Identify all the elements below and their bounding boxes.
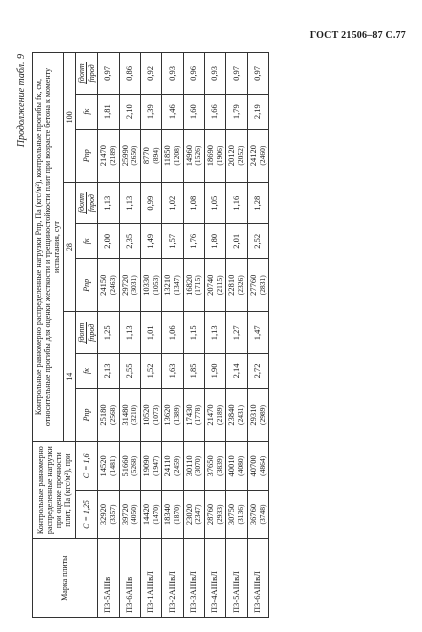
p-28-cell-value: 10330 (140, 274, 151, 296)
ratio-100-cell-value: 0,97 (230, 65, 241, 81)
load-c125-cell (226, 490, 247, 539)
ratio-14-cell-value: 1,25 (102, 325, 113, 341)
f-100-cell (140, 94, 161, 129)
ratio-numerator: fдопт (76, 193, 86, 214)
p-28-cell (98, 259, 119, 312)
f-28-cell-value: 2,52 (252, 233, 263, 249)
p-14-cell (140, 388, 161, 441)
p-28-cell-value: 20740 (205, 274, 216, 296)
f-28-cell-value: 1,49 (145, 233, 156, 249)
f-100-cell (183, 94, 204, 129)
p-14-cell-value: 17430 (183, 404, 194, 426)
load-c125-cell-kgf: (1870) (172, 504, 182, 525)
ratio-numerator: fдопт (76, 63, 86, 84)
ratio-28-cell-value: 1,16 (230, 195, 241, 211)
ratio-14-cell (98, 312, 119, 354)
p-28-cell-kgf: (2831) (257, 275, 267, 296)
load-c125-cell-kgf: (4050) (129, 504, 139, 525)
load-c125-cell-kgf: (3136) (236, 504, 246, 525)
plate-mark-cell (226, 539, 247, 618)
load-c16-cell-value: 30110 (183, 455, 194, 477)
f-14-cell (162, 354, 183, 389)
plate-mark-cell-value: П3-6АIIIв (123, 576, 134, 613)
f-100-cell-value: 1,60 (188, 104, 198, 120)
f-28-cell (162, 224, 183, 259)
age-100-header: 100 (63, 53, 75, 183)
age-14-header: 14 (63, 312, 75, 442)
ratio-28-cell (119, 182, 140, 224)
f-100-cell-value: 1,66 (209, 104, 220, 120)
table-row (226, 53, 247, 618)
p-14-cell-kgf: (2189) (214, 404, 224, 425)
p-28-cell-value: 24150 (98, 274, 109, 296)
p-14-cell (205, 388, 226, 441)
table-row (162, 53, 183, 618)
ratio-14-cell (183, 312, 204, 354)
load-c125-cell-kgf: (1470) (150, 504, 160, 525)
p-header: Pпр (75, 388, 97, 441)
ratio-14-cell-value: 1,01 (145, 325, 156, 341)
c16-header: C = 1,6 (75, 442, 97, 491)
plate-mark-cell-value: П3-5АIIIвЛ (230, 571, 241, 613)
p-100-cell-kgf: (2460) (257, 145, 267, 166)
load-c16-cell (226, 442, 247, 491)
f-14-cell-value: 2,13 (102, 363, 113, 379)
plate-mark-cell (183, 539, 204, 618)
ratio-28-cell-value: 1,28 (252, 195, 263, 211)
load-c16-cell-value: 24110 (162, 455, 173, 477)
ratio-denominator: fпрод (86, 194, 96, 213)
f-100-cell-value: 2,10 (123, 104, 134, 120)
ratio-28-cell (162, 182, 183, 224)
load-c16-cell-kgf: (1947) (150, 455, 160, 476)
p-14-cell-value: 23840 (226, 404, 237, 426)
ratio-28-cell (140, 182, 161, 224)
table-row (98, 53, 119, 618)
plate-mark-cell-value: П3-1АIIIвЛ (145, 571, 156, 613)
ratio-28-cell-value: 1,13 (123, 195, 134, 211)
p-100-cell (162, 129, 183, 182)
ratio-100-cell (183, 53, 204, 95)
load-c16-cell-value: 19090 (140, 455, 151, 477)
load-c125-cell-value: 32920 (98, 503, 109, 526)
p-14-cell (247, 388, 268, 441)
p-14-cell (183, 388, 204, 441)
p-100-cell-value: 8770 (140, 147, 151, 165)
f-100-cell (247, 94, 268, 129)
p-header: Pпр (75, 259, 97, 312)
col-mark-header: Марка плиты (33, 539, 98, 618)
f-100-cell-value: 1,46 (166, 104, 177, 120)
f-100-cell (205, 94, 226, 129)
p-28-cell-kgf: (2115) (214, 275, 224, 296)
ratio-fraction (77, 192, 96, 214)
load-c16-cell-kgf: (3070) (193, 455, 203, 476)
f-28-cell (98, 224, 119, 259)
load-c16-cell-value: 40700 (247, 455, 258, 477)
p-header: Pпр (75, 129, 97, 182)
rotated-table-area (14, 50, 406, 618)
load-c16-cell (247, 442, 268, 491)
f-14-cell-value: 1,52 (145, 363, 156, 379)
ratio-28-cell-value: 0,99 (145, 195, 156, 211)
f-100-cell-value: 1,39 (145, 104, 156, 120)
ratio-100-cell (162, 53, 183, 95)
ratio-14-cell (162, 312, 183, 354)
load-c16-cell (140, 442, 161, 491)
ratio-28-cell-value: 1,13 (102, 195, 113, 211)
p-14-cell-value: 25180 (98, 404, 109, 426)
p-100-cell-value: 25990 (119, 145, 130, 167)
f-14-cell-value: 2,14 (230, 363, 241, 379)
table-row (247, 53, 268, 618)
p-100-cell (98, 129, 119, 182)
ratio-28-cell-value: 1,02 (166, 195, 177, 211)
plate-mark-cell-value: П3-6АIIIвЛ (252, 571, 263, 613)
p-14-cell (162, 388, 183, 441)
ratio-fraction (77, 322, 96, 344)
p-100-cell-kgf: (2052) (236, 145, 246, 166)
plate-mark-cell-value: П3-4АIIIвЛ (209, 571, 220, 613)
f-100-cell (119, 94, 140, 129)
ratio-100-cell-value: 0,92 (145, 65, 156, 81)
plate-mark-cell-value: П3-2АIIIвЛ (166, 571, 177, 613)
p-14-cell-kgf: (3210) (129, 404, 139, 425)
f-100-cell (98, 94, 119, 129)
ratio-28-cell (98, 182, 119, 224)
load-c16-cell (119, 442, 140, 491)
p-28-cell-kgf: (2326) (236, 275, 246, 296)
f-header: fк (75, 224, 97, 259)
f-14-cell-value: 2,72 (252, 363, 263, 379)
table-row (140, 53, 161, 618)
load-c16-cell-value: 40010 (226, 455, 237, 477)
ratio-100-cell-value: 0,86 (123, 65, 134, 81)
ratio-100-cell (247, 53, 268, 95)
p-14-cell-value: 31480 (119, 404, 130, 426)
p-28-cell-kgf: (1053) (150, 275, 160, 296)
p-14-cell-kgf: (1073) (150, 404, 160, 425)
p-28-cell-value: 16820 (183, 274, 194, 296)
ratio-numerator: fдопт (76, 322, 86, 343)
f-28-cell (119, 224, 140, 259)
f-28-cell-value: 2,00 (102, 233, 113, 249)
f-14-cell (98, 354, 119, 389)
load-c125-cell (247, 490, 268, 539)
p-14-cell-kgf: (1778) (193, 404, 203, 425)
ratio-28-cell (183, 182, 204, 224)
load-c125-cell-kgf: (2933) (214, 504, 224, 525)
f-14-cell (247, 354, 268, 389)
p-28-cell (119, 259, 140, 312)
f-28-cell-value: 2,01 (230, 233, 241, 249)
p-100-cell-kgf: (1906) (214, 145, 224, 166)
p-14-cell-kgf: (2568) (107, 404, 117, 425)
f-28-cell (183, 224, 204, 259)
p-100-cell (226, 129, 247, 182)
f-14-cell-value: 2,55 (123, 363, 134, 379)
p-28-cell-value: 22810 (226, 274, 237, 296)
p-100-cell-value: 11850 (162, 145, 173, 167)
p-100-cell-value: 18690 (205, 145, 216, 167)
ratio-14-cell (140, 312, 161, 354)
load-c16-cell-value: 14520 (98, 455, 109, 477)
f-28-cell (247, 224, 268, 259)
f-28-cell-value: 1,76 (188, 233, 198, 249)
load-c125-cell-value: 23020 (183, 503, 194, 526)
col-load-header: Контрольные равномерно распределенные нагрузки при оценке прочности плит, Па (кгс/м²), при (33, 442, 76, 539)
age-28-header: 28 (63, 182, 75, 312)
load-c125-cell-kgf: (3748) (257, 504, 267, 525)
f-14-cell (205, 354, 226, 389)
p-14-cell-value: 13620 (162, 404, 173, 426)
ratio-14-cell (247, 312, 268, 354)
rotated-content (14, 50, 406, 618)
ratio-14-cell-value: 1,13 (209, 325, 220, 341)
ratio-14-cell-value: 1,13 (123, 325, 134, 341)
plate-mark-cell-value: П3-3АIIIвЛ (188, 571, 198, 613)
load-c16-cell (98, 442, 119, 491)
f-100-cell (226, 94, 247, 129)
p-100-cell (119, 129, 140, 182)
p-14-cell (119, 388, 140, 441)
p-100-cell-kgf: (1526) (193, 145, 203, 166)
load-c125-cell-kgf: (3357) (107, 504, 117, 525)
ratio-14-cell-value: 1,47 (252, 325, 263, 341)
ratio-header (75, 53, 97, 95)
p-100-cell-kgf: (2189) (107, 145, 117, 166)
p-100-cell-kgf: (1208) (172, 145, 182, 166)
load-c16-cell-kgf: (3839) (214, 455, 224, 476)
f-14-cell (183, 354, 204, 389)
p-100-cell (205, 129, 226, 182)
load-c125-cell-kgf: (2347) (193, 504, 203, 525)
ratio-100-cell-value: 0,96 (188, 65, 198, 81)
ratio-14-cell-value: 1,15 (188, 325, 198, 341)
load-c125-cell (140, 490, 161, 539)
ratio-denominator: fпрод (86, 323, 96, 342)
table-row (205, 53, 226, 618)
p-28-cell-kgf: (2463) (107, 275, 117, 296)
load-c16-cell-kgf: (4080) (236, 455, 246, 476)
p-28-cell-kgf: (3031) (129, 275, 139, 296)
f-100-cell-value: 2,19 (252, 104, 263, 120)
load-c16-cell-value: 37650 (205, 455, 216, 477)
table-body (98, 53, 269, 618)
p-28-cell (183, 259, 204, 312)
p-14-cell (226, 388, 247, 441)
ratio-14-cell (205, 312, 226, 354)
p-28-cell (247, 259, 268, 312)
f-14-cell (119, 354, 140, 389)
load-c125-cell (119, 490, 140, 539)
load-c125-cell-value: 36760 (247, 503, 258, 526)
p-14-cell-kgf: (1389) (172, 404, 182, 425)
load-c16-cell-value: 51660 (119, 455, 130, 477)
load-c16-cell-kgf: (5268) (129, 455, 139, 476)
ratio-denominator: fпрод (86, 64, 96, 83)
plate-mark-cell (119, 539, 140, 618)
ratio-100-cell-value: 0,97 (252, 65, 263, 81)
p-100-cell-value: 20120 (226, 145, 237, 167)
load-c16-cell-kgf: (1481) (107, 455, 117, 476)
p-28-cell-value: 13210 (162, 274, 173, 296)
load-c16-cell-kgf: (4864) (257, 455, 267, 476)
p-14-cell (98, 388, 119, 441)
ratio-header (75, 182, 97, 224)
ratio-100-cell-value: 0,93 (209, 65, 220, 81)
table-row (183, 53, 204, 618)
f-100-cell-value: 1,81 (102, 104, 113, 120)
ratio-100-cell (98, 53, 119, 95)
p-100-cell-value: 14960 (183, 145, 194, 167)
f-28-cell (226, 224, 247, 259)
p-100-cell (140, 129, 161, 182)
p-14-cell-kgf: (2431) (236, 404, 246, 425)
data-table (32, 52, 269, 618)
p-28-cell (205, 259, 226, 312)
p-14-cell-value: 10520 (140, 404, 151, 426)
ratio-28-cell (205, 182, 226, 224)
p-100-cell (247, 129, 268, 182)
load-c125-cell (205, 490, 226, 539)
p-100-cell-kgf: (2650) (129, 145, 139, 166)
p-100-cell-value: 24120 (247, 145, 258, 167)
table-row (119, 53, 140, 618)
p-14-cell-value: 29310 (247, 404, 258, 426)
ratio-14-cell-value: 1,27 (230, 325, 241, 341)
load-c16-cell (162, 442, 183, 491)
continuation-label: Продолжение табл. 9 (16, 54, 27, 148)
load-c125-cell-value: 28760 (205, 503, 216, 526)
plate-mark-cell (98, 539, 119, 618)
p-28-cell (162, 259, 183, 312)
p-28-cell-kgf: (1715) (193, 275, 203, 296)
page-header: ГОСТ 21506–87 С.77 (309, 30, 406, 41)
plate-mark-cell-value: П3-5АIIIв (102, 576, 113, 613)
ratio-100-cell-value: 0,97 (102, 65, 113, 81)
f-header: fк (75, 354, 97, 389)
f-28-cell (140, 224, 161, 259)
load-c125-cell (162, 490, 183, 539)
p-28-cell-value: 29720 (119, 274, 130, 296)
ratio-100-cell (119, 53, 140, 95)
load-c16-cell (183, 442, 204, 491)
f-28-cell-value: 1,57 (166, 233, 177, 249)
load-c16-cell (205, 442, 226, 491)
p-28-cell-value: 27760 (247, 274, 258, 296)
ratio-28-cell (247, 182, 268, 224)
load-c125-cell (183, 490, 204, 539)
p-28-cell-kgf: (1347) (172, 275, 182, 296)
col-main-header: Контрольные равномерно распределенные нагрузки Pпр, Па (кгс/м²), контрольные прогибы fк, см, относительные прогибы для оценки жесткости и трещиностойкости плит при возрасте бетона к моменту испытания, сут (33, 53, 64, 442)
ratio-28-cell-value: 1,05 (209, 195, 220, 211)
ratio-28-cell (226, 182, 247, 224)
load-c125-cell (98, 490, 119, 539)
load-c125-cell-value: 30750 (226, 503, 237, 526)
f-14-cell (226, 354, 247, 389)
plate-mark-cell (247, 539, 268, 618)
f-28-cell (205, 224, 226, 259)
subheader-row (75, 53, 97, 618)
load-c125-cell-value: 39720 (119, 503, 130, 526)
ratio-header (75, 312, 97, 354)
plate-mark-cell (205, 539, 226, 618)
ratio-100-cell-value: 0,93 (166, 65, 177, 81)
ratio-14-cell (226, 312, 247, 354)
plate-mark-cell (140, 539, 161, 618)
f-14-cell-value: 1,85 (188, 363, 198, 379)
ratio-14-cell (119, 312, 140, 354)
ratio-28-cell-value: 1,08 (188, 195, 198, 211)
load-c125-cell-value: 18340 (162, 503, 173, 526)
load-c16-cell-kgf: (2459) (172, 455, 182, 476)
p-28-cell (140, 259, 161, 312)
f-14-cell (140, 354, 161, 389)
p-28-cell (226, 259, 247, 312)
p-14-cell-value: 21470 (205, 404, 216, 426)
ratio-100-cell (140, 53, 161, 95)
ratio-fraction (77, 62, 96, 84)
p-100-cell (183, 129, 204, 182)
ratio-14-cell-value: 1,06 (166, 325, 177, 341)
f-100-cell-value: 1,79 (230, 104, 241, 120)
c125-header: C = 1,25 (75, 490, 97, 539)
p-100-cell-value: 21470 (98, 145, 109, 167)
f-header: fк (75, 94, 97, 129)
p-100-cell-kgf: (894) (150, 147, 160, 164)
p-14-cell-kgf: (2989) (257, 404, 267, 425)
f-14-cell-value: 1,63 (166, 363, 177, 379)
f-28-cell-value: 1,80 (209, 233, 220, 249)
ratio-100-cell (226, 53, 247, 95)
ratio-100-cell (205, 53, 226, 95)
f-14-cell-value: 1,90 (209, 363, 220, 379)
load-c125-cell-value: 14420 (140, 503, 151, 526)
plate-mark-cell (162, 539, 183, 618)
f-100-cell (162, 94, 183, 129)
f-28-cell-value: 2,35 (123, 233, 134, 249)
